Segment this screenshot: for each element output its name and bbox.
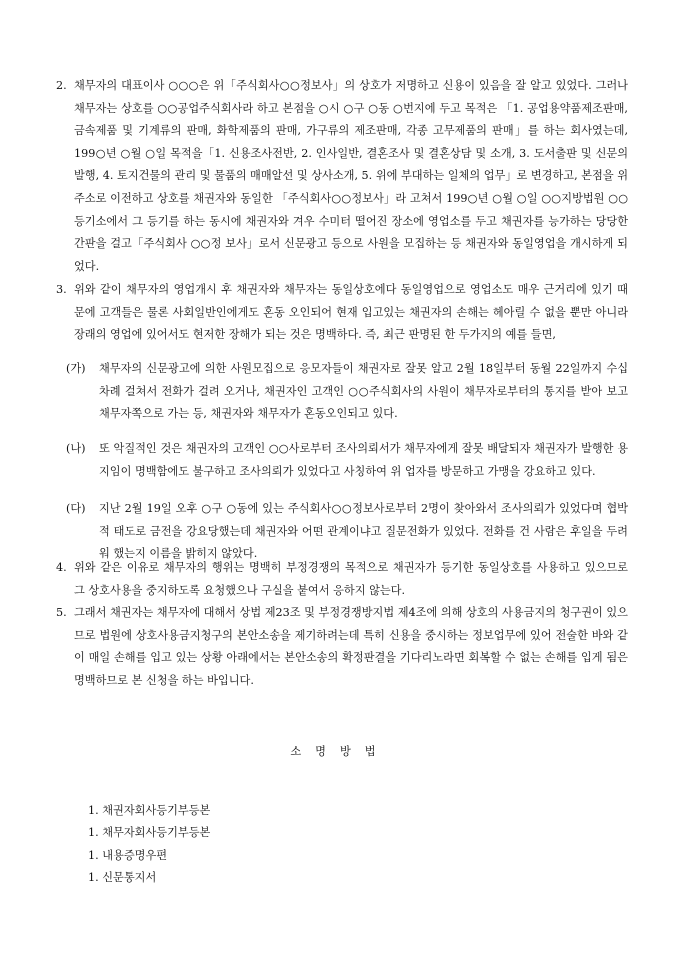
paragraph-3 xyxy=(56,279,628,347)
paragraph-number: 3. xyxy=(56,283,67,296)
subitem-number: (나) xyxy=(66,442,86,455)
paragraph-text: 위와 같이 채무자의 영업개시 후 채권자와 채무자는 동일상호에다 동일영업으로 영업소도 매우 근거리에 있기 때문에 고객들은 물론 사회일반인에게도 혼동 오인되어 현재 입고있는 채권자의 손해는 헤아릴 수 없을 뿐만 아니라 장래의 영업에 있어서도 현저한 장해가 되는 것은 명백하다. 즉, 최근 판명된 한 두가지의 예를 들면, xyxy=(74,283,628,342)
subitem-text: 채무자의 신문광고에 의한 사원모집으로 응모자들이 채권자로 잘못 알고 2월 18일부터 동월 22일까지 수십차례 걸쳐서 전화가 걸려 오거나, 채권자인 고객인 ○○주식회사의 사원이 채무자로부터의 통지를 받아 보고 채무자쪽으로 가는 등, 채권자와 채무자가 혼동오인되고 있다. xyxy=(99,362,628,421)
evidence-item: 1. 내용증명우편 xyxy=(88,849,168,862)
paragraph-text: 채무자의 대표이사 ○○○은 위「주식회사○○정보사」의 상호가 저명하고 신용이 있음을 잘 알고 있었다. 그러나 채무자는 상호를 ○○공업주식회사라 하고 본점을 ○시 ○구 ○동 ○번지에 두고 목적은 「1. 공업용약품제조판매, 금속제품 및 기계류의 판매, 화학제품의 판매, 가구류의 제조판매, 각종 고무제품의 판매」를 하는 회사였는데, 199○년 ○월 ○일 목적을「1. 신용조사전반, 2. 인사일반, 결혼조사 및 결혼상담 및 소개, 3. 도서출판 및 신문의 발행, 4. 토지건물의 관리 및 물품의 매매알선 및 상사소개, 5. 위에 부대하는 일체의 업무」로 변경하고, 본점을 위 주소로 이전하고 상호를 채권자와 동일한 「주식회사○○정보사」라 고쳐서 199○년 ○월 ○일 ○○지방법원 ○○등기소에서 그 등기를 하는 동시에 채권자와 겨우 수미터 떨어진 장소에 영업소를 두고 채권자를 능가하는 당당한 간판을 걸고「주식회사 ○○정 보사」로서 신문광고 등으로 사원을 모집하는 등 채권자와 동일영업을 개시하게 되었다. xyxy=(74,79,629,273)
paragraph-number: 2. xyxy=(56,79,67,92)
evidence-item: 1. 채권자회사등기부등본 xyxy=(88,804,211,817)
subitem-number: (다) xyxy=(66,502,86,515)
paragraph-text: 위와 같은 이유로 채무자의 행위는 명백히 부정경쟁의 목적으로 채권자가 등기한 동일상호를 사용하고 있으므로 그 상호사용을 중지하도록 요청했으나 구실을 붙여서 응하지 않는다. xyxy=(74,561,628,597)
paragraph-2 xyxy=(56,75,628,278)
subitem-na xyxy=(66,438,628,483)
subitem-text: 또 악질적인 것은 채권자의 고객인 ○○사로부터 조사의뢰서가 채무자에게 잘못 배달되자 채권자가 발행한 용지임이 명백함에도 불구하고 조사의뢰가 있었다고 사칭하여 위 업자를 방문하고 가맹을 강요하고 있다. xyxy=(99,442,628,478)
subitem-ga xyxy=(66,358,628,426)
subitem-number: (가) xyxy=(66,362,86,375)
paragraph-text: 그래서 채권자는 채무자에 대해서 상법 제23조 및 부정경쟁방지법 제4조에 의해 상호의 사용금지의 청구권이 있으므로 법원에 상호사용금지청구의 본안소송을 제기하려는데 특히 신용을 중시하는 정보업무에 있어 전술한 바와 같이 매일 손해를 입고 있는 상황 아래에서는 본안소송의 확정판결을 기다리노라면 회복할 수 없는 손해를 입게 됨은 명백하므로 본 신청을 하는 바입니다. xyxy=(74,606,628,687)
subitem-text: 지난 2월 19일 오후 ○구 ○동에 있는 주식회사○○정보사로부터 2명이 찾아와서 조사의뢰가 있었다며 협박적 태도로 금전을 강요당했는데 채권자와 어떤 관계이냐고 질문전화가 있었다. 전화를 건 사람은 후일을 두려워 했는지 이름을 밝히지 않았다. xyxy=(99,502,628,561)
evidence-item: 1. 채무자회사등기부등본 xyxy=(88,826,211,839)
subitem-da xyxy=(66,498,628,566)
paragraph-number: 5. xyxy=(56,606,67,619)
paragraph-5 xyxy=(56,602,628,692)
section-heading: 소명방법 xyxy=(290,745,390,758)
paragraph-number: 4. xyxy=(56,561,67,574)
paragraph-4 xyxy=(56,557,628,602)
evidence-item: 1. 신문통지서 xyxy=(88,871,157,884)
